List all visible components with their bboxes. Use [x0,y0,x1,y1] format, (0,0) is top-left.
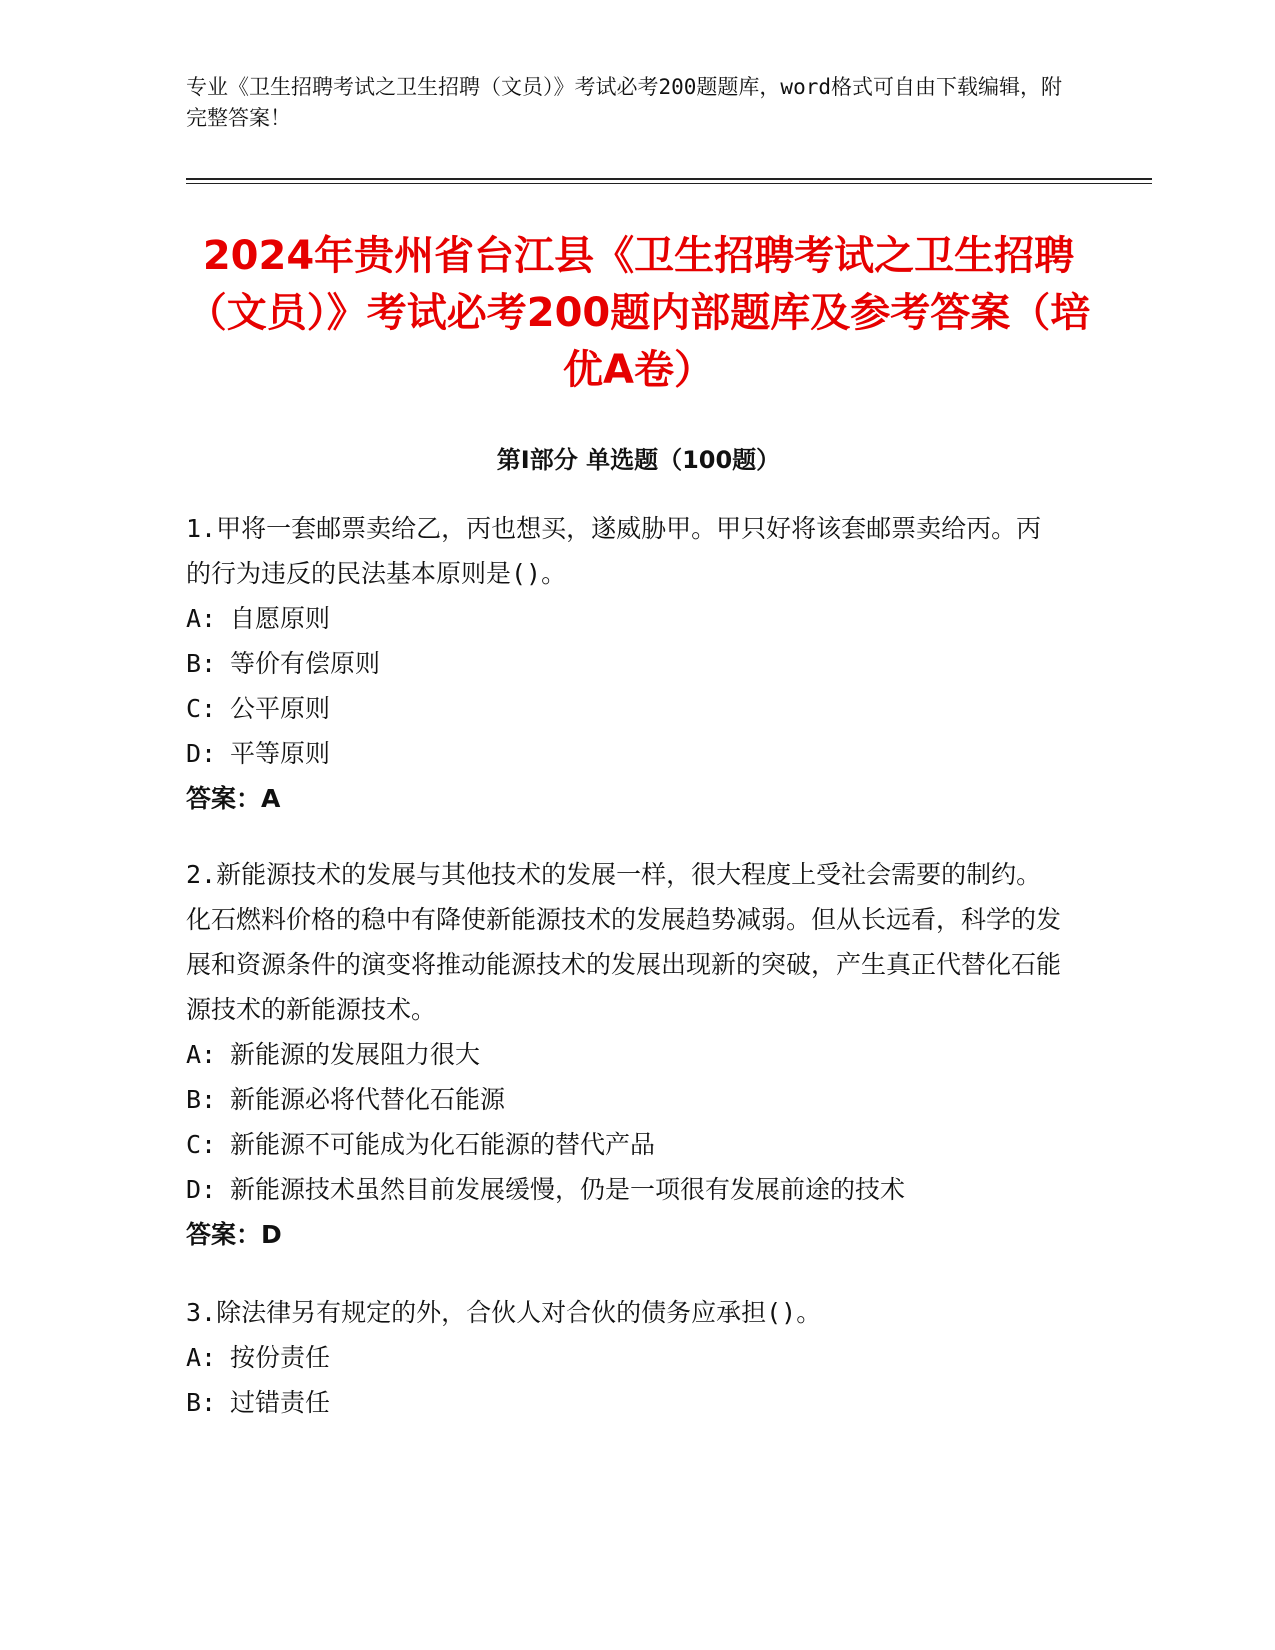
option-a [186,596,1066,641]
header-note: 专业《卫生招聘考试之卫生招聘（文员）》考试必考200题题库，word格式可自由下载编辑，附完整答案！ [186,75,1062,130]
option-label: A: [186,1343,217,1372]
option-text: 新能源不可能成为化石能源的替代产品 [230,1130,656,1159]
option-b [186,1077,1066,1122]
question-1 [186,506,1066,821]
option-a [186,1335,1066,1380]
answer-line [186,1212,1066,1257]
option-c [186,686,1066,731]
answer-prefix: 答案： [186,1220,262,1249]
option-label: D: [186,739,217,768]
option-c [186,1122,1066,1167]
option-text: 等价有偿原则 [230,649,381,678]
option-label: D: [186,1175,217,1204]
question-stem: 3.除法律另有规定的外，合伙人对合伙的债务应承担()。 [186,1298,822,1327]
question-3 [186,1290,1066,1425]
option-label: A: [186,604,217,633]
option-label: B: [186,649,217,678]
document-title: 2024年贵州省台江县《卫生招聘考试之卫生招聘（文员）》考试必考200题内部题库及参考答案（培优A卷） [186,233,1091,393]
option-d [186,731,1066,776]
option-label: C: [186,1130,217,1159]
option-text: 平等原则 [230,739,331,768]
option-text: 公平原则 [230,694,331,723]
option-text: 自愿原则 [230,604,331,633]
option-label: B: [186,1388,217,1417]
option-text: 新能源技术虽然目前发展缓慢，仍是一项很有发展前途的技术 [230,1175,906,1204]
option-a [186,1032,1066,1077]
answer-value: A [261,784,281,813]
option-text: 按份责任 [230,1343,331,1372]
option-label: A: [186,1040,217,1069]
section-heading: 第I部分 单选题（100题） [496,446,781,474]
option-b [186,1380,1066,1425]
option-label: B: [186,1085,217,1114]
answer-prefix: 答案： [186,784,262,813]
option-text: 过错责任 [230,1388,331,1417]
answer-value: D [261,1220,282,1249]
option-text: 新能源的发展阻力很大 [230,1040,481,1069]
header-divider [186,178,1152,184]
question-stem: 1.甲将一套邮票卖给乙，丙也想买，遂威胁甲。甲只好将该套邮票卖给丙。丙的行为违反的民法基本原则是()。 [186,514,1042,588]
question-2 [186,852,1066,1257]
option-b [186,641,1066,686]
option-text: 新能源必将代替化石能源 [230,1085,506,1114]
option-d [186,1167,1066,1212]
question-stem: 2.新能源技术的发展与其他技术的发展一样，很大程度上受社会需要的制约。化石燃料价格的稳中有降使新能源技术的发展趋势减弱。但从长远看，科学的发展和资源条件的演变将推动能源技术的发展出现新的突破，产生真正代替化石能源技术的新能源技术。 [186,860,1062,1024]
answer-line [186,776,1066,821]
option-label: C: [186,694,217,723]
